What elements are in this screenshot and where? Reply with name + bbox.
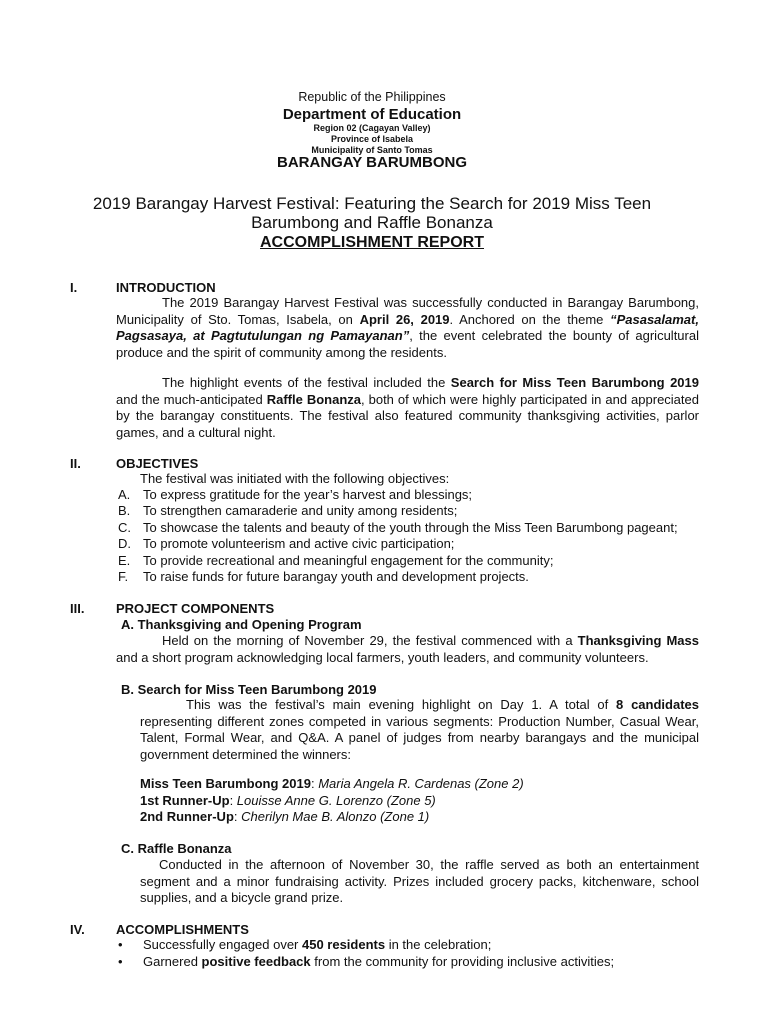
component-a-paragraph — [116, 633, 699, 666]
intro-paragraph-1 — [116, 295, 699, 361]
objective-letter: D. — [118, 536, 131, 552]
report-title: 2019 Barangay Harvest Festival: Featuring the Search for 2019 Miss Teen Barumbong and Raffle Bonanza — [92, 194, 652, 232]
list-item — [118, 520, 678, 536]
thanksgiving-mass: Thanksgiving Mass — [577, 633, 700, 648]
intro-p1-text-c: , the event celebrated the bounty of agricultural produce and the spirit of community among the residents. — [116, 328, 699, 360]
list-item — [118, 503, 678, 519]
header-region: Region 02 (Cagayan Valley) — [313, 123, 431, 133]
accomplishment-highlight: 450 residents — [301, 937, 386, 952]
component-c-heading: C. Raffle Bonanza — [121, 841, 232, 856]
accomplishment-text-a: Successfully engaged over — [143, 937, 302, 952]
objective-letter: F. — [118, 568, 129, 584]
winner-title: 2nd Runner-Up — [140, 809, 234, 824]
section-title-components: PROJECT COMPONENTS — [116, 601, 275, 616]
list-item — [118, 553, 678, 569]
section-title-intro: INTRODUCTION — [116, 280, 216, 295]
section-title-objectives: OBJECTIVES — [116, 456, 199, 471]
intro-p1-text-a: The 2019 Barangay Harvest Festival was successfully conducted in Barangay Barumbong, Municipality of Sto. Tomas, Isabela, on — [116, 295, 699, 327]
component-a-text-b: and a short program acknowledging local farmers, youth leaders, and community volunteers. — [116, 649, 649, 665]
section-title-accomplishments: ACCOMPLISHMENTS — [116, 922, 249, 937]
objective-text: To express gratitude for the year’s harvest and blessings; — [143, 487, 473, 502]
list-item — [118, 937, 614, 954]
winner-name: Cherilyn Mae B. Alonzo (Zone 1) — [241, 809, 430, 824]
accomplishment-text-c: from the community for providing inclusive activities; — [310, 953, 615, 969]
intro-p1-text-b: . Anchored on the theme — [449, 311, 611, 327]
objective-letter: E. — [118, 552, 131, 568]
event-theme: “Pasasalamat, Pagsasaya, at Pagtutulungan ng Pamayanan” — [116, 311, 699, 343]
header-department: Department of Education — [282, 106, 462, 123]
section-number-intro: I. — [70, 280, 78, 295]
winners-list — [140, 776, 524, 826]
bullet-icon: • — [118, 937, 123, 952]
objective-text: To raise funds for future barangay youth and development projects. — [143, 568, 529, 584]
intro-paragraph-2 — [116, 375, 699, 441]
accomplishments-list — [118, 937, 614, 970]
list-item — [118, 536, 678, 552]
objectives-intro: The festival was initiated with the following objectives: — [140, 471, 450, 486]
objective-letter: B. — [118, 503, 131, 519]
section-number-accomplishments: IV. — [70, 922, 85, 937]
search-event-name: Search for Miss Teen Barumbong 2019 — [450, 375, 699, 390]
header-barangay: BARANGAY BARUMBONG — [276, 154, 467, 171]
component-a-text-a: Held on the morning of November 29, the festival commenced with a — [162, 633, 578, 648]
winner-row: 1st Runner-Up: Louisse Anne G. Lorenzo (Zone 5) — [140, 792, 436, 808]
winner-title: Miss Teen Barumbong 2019 — [140, 776, 311, 791]
raffle-event-name: Raffle Bonanza — [266, 391, 362, 407]
header-republic: Republic of the Philippines — [298, 90, 446, 104]
component-b-text-a: This was the festival’s main evening highlight on Day 1. A total of — [186, 697, 617, 712]
component-c-paragraph — [140, 857, 699, 907]
objective-text: To strengthen camaraderie and unity among residents; — [143, 503, 458, 519]
winner-name: Maria Angela R. Cardenas (Zone 2) — [318, 776, 524, 791]
section-number-components: III. — [70, 601, 85, 616]
objective-letter: C. — [118, 519, 131, 535]
candidate-count: 8 candidates — [616, 697, 699, 712]
list-item — [118, 569, 678, 585]
header-province: Province of Isabela — [330, 134, 414, 144]
objectives-list — [118, 487, 678, 585]
intro-p2-text-b: and the much-anticipated — [116, 391, 267, 407]
component-c-text: Conducted in the afternoon of November 30, the raffle served as both an entertainment segment and a minor fundraising activity. Prizes included grocery packs, kitchenware, school supplies, and a bicycle grand prize. — [140, 857, 699, 905]
objective-text: To provide recreational and meaningful engagement for the community; — [143, 552, 554, 568]
accomplishment-highlight: positive feedback — [201, 953, 311, 969]
section-number-objectives: II. — [70, 456, 81, 471]
winner-name: Louisse Anne G. Lorenzo (Zone 5) — [236, 792, 436, 808]
winner-row: 2nd Runner-Up: Cherilyn Mae B. Alonzo (Zone 1) — [140, 809, 430, 824]
report-subtitle: ACCOMPLISHMENT REPORT — [260, 234, 484, 251]
intro-p2-text-c: , both of which were highly participated in and appreciated by the barangay constituents. The festival also featured community thanksgiving activities, parlor games, and a cultural night. — [116, 391, 699, 440]
accomplishment-text-a: Garnered — [143, 953, 202, 969]
accomplishment-text-c: in the celebration; — [385, 937, 492, 952]
component-b-paragraph — [140, 697, 699, 763]
list-item — [118, 487, 678, 503]
intro-p2-text-a: The highlight events of the festival included the — [162, 375, 451, 390]
list-item — [118, 954, 614, 971]
event-date: April 26, 2019 — [359, 311, 450, 327]
objective-text: To showcase the talents and beauty of the youth through the Miss Teen Barumbong pageant; — [143, 519, 678, 535]
component-a-heading: A. Thanksgiving and Opening Program — [121, 617, 362, 632]
header-municipality: Municipality of Santo Tomas — [311, 145, 433, 155]
winner-title: 1st Runner-Up — [140, 792, 230, 808]
objective-letter: A. — [118, 487, 131, 502]
component-b-text-b: representing different zones competed in various segments: Production Number, Casual Wear, Talent, Formal Wear, and Q&A. A panel of judges from nearby barangays and the municipal government determined the winners: — [140, 713, 699, 762]
objective-text: To promote volunteerism and active civic participation; — [143, 536, 455, 552]
winner-row: Miss Teen Barumbong 2019: Maria Angela R. Cardenas (Zone 2) — [140, 776, 524, 791]
component-b-heading: B. Search for Miss Teen Barumbong 2019 — [121, 682, 377, 697]
bullet-icon: • — [118, 953, 123, 969]
